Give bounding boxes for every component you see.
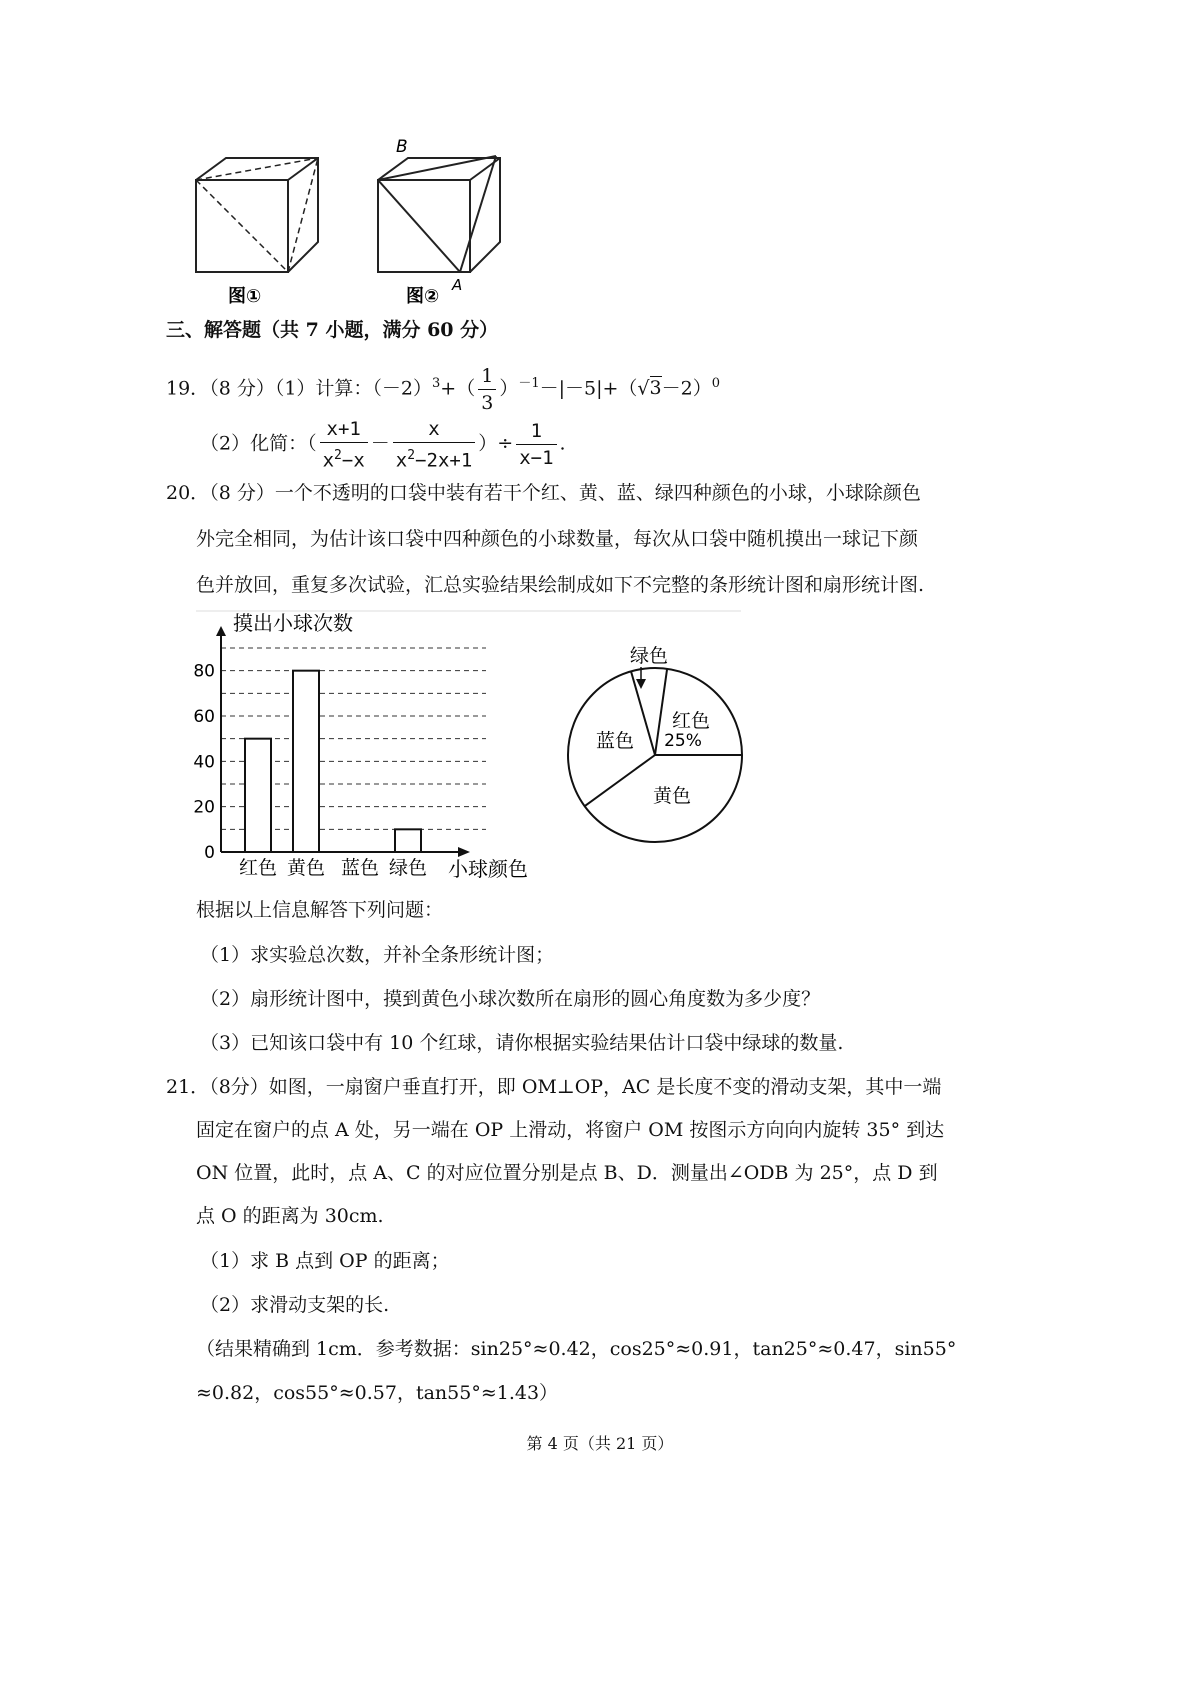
q19-term-d: －|－5|+（	[539, 377, 638, 400]
fig1-label: 图①	[228, 286, 262, 307]
bar	[395, 829, 421, 852]
q20-line1: 20．（8 分）一个不透明的口袋中装有若干个红、黄、蓝、绿四种颜色的小球，小球除颜色	[166, 482, 921, 504]
q19-score: （8 分）	[209, 377, 275, 400]
frac-num: x	[393, 416, 475, 443]
bar	[245, 739, 271, 852]
y-axis-label: 摸出小球次数	[233, 611, 353, 635]
q19-term-b: +（	[440, 377, 476, 400]
q20-sub3: （3）已知该口袋中有 10 个红球，请你根据实验结果估计口袋中绿球的数量.	[200, 1032, 844, 1054]
q19-part1	[166, 360, 720, 416]
frac-num: 1	[478, 363, 496, 390]
pie-chart	[555, 635, 755, 850]
frac-num: x+1	[320, 416, 368, 443]
sqrt-icon: √	[637, 377, 650, 400]
q19-divide: ）÷	[478, 432, 514, 455]
y-tick-label: 0	[204, 843, 215, 863]
frac-num: 1	[516, 418, 556, 445]
q21-line3: ON 位置，此时，点 A、C 的对应位置分别是点 B、D．测量出∠ODB 为 25°，点 D 到	[196, 1162, 938, 1184]
pie-label: 黄色	[652, 785, 692, 807]
q20-line2: 外完全相同，为估计该口袋中四种颜色的小球数量，每次从口袋中随机摸出一球记下颜	[196, 528, 919, 550]
q19-part1-label: （1）计算：	[274, 377, 373, 400]
q19-fraction-4	[516, 418, 556, 471]
q19-fraction-2	[320, 416, 368, 473]
q19-exp-e: 0	[711, 376, 720, 391]
y-tick-label: 80	[193, 661, 215, 682]
pie-label: 绿色	[629, 645, 669, 667]
q19-end: .	[559, 432, 566, 455]
q19-exp-a: 3	[432, 376, 441, 391]
q21-ref1: （结果精确到 1cm．参考数据：sin25°≈0.42，cos25°≈0.91，tan25°≈0.47，sin55°	[196, 1338, 957, 1360]
pie-percent-label: 25%	[664, 731, 702, 751]
frac-den: 3	[481, 391, 494, 414]
q19-part2	[200, 416, 566, 473]
q20-line3: 色并放回，重复多次试验，汇总实验结果绘制成如下不完整的条形统计图和扇形统计图.	[196, 574, 925, 596]
q20-sub1: （1）求实验总次数，并补全条形统计图；	[200, 944, 555, 966]
q21-sub2: （2）求滑动支架的长.	[200, 1294, 390, 1316]
frac-den: $x^2-2x+1$	[395, 448, 473, 472]
q19-term-e: －2）	[661, 377, 712, 400]
point-b-label: B	[396, 137, 408, 157]
y-tick-label: 60	[193, 707, 215, 727]
q21-line1: 21．（8分）如图，一扇窗户垂直打开，即 OM⊥OP，AC 是长度不变的滑动支架，其中一端	[166, 1076, 942, 1098]
frac-den: $x^2-x$	[322, 448, 365, 472]
q19-exp-c: －1	[518, 376, 540, 391]
q19-term-a: （－2）	[372, 377, 433, 400]
q21-sub1: （1）求 B 点到 OP 的距离；	[200, 1250, 450, 1272]
bar-labels	[193, 611, 528, 881]
x-axis-label: 小球颜色	[448, 857, 528, 881]
x-tick-label: 蓝色	[340, 857, 380, 879]
y-tick-label: 40	[193, 752, 215, 773]
point-a-label: A	[452, 276, 463, 294]
q19-fraction-3	[393, 416, 475, 473]
x-axis-arrow-icon	[458, 847, 470, 857]
q21-line2: 固定在窗户的点 A 处，另一端在 OP 上滑动，将窗户 OM 按图示方向向内旋转 35° 到达	[196, 1119, 945, 1141]
section-title: 三、解答题（共 7 小题，满分 60 分）	[166, 319, 499, 341]
fig2-label: 图②	[406, 286, 440, 307]
cube-figures	[180, 130, 540, 310]
bar	[293, 671, 319, 852]
q19-minus: －	[370, 432, 390, 455]
cube-figure-1	[196, 158, 318, 272]
q19-term-c: ）	[499, 377, 519, 400]
x-tick-label: 红色	[238, 857, 278, 879]
pie-label: 红色	[671, 710, 711, 732]
q19-part2-label: （2）化简：（	[200, 432, 317, 455]
q20-prompt: 根据以上信息解答下列问题：	[196, 899, 444, 921]
q19-fraction-one-third	[478, 363, 496, 416]
q21-line4: 点 O 的距离为 30cm.	[196, 1205, 384, 1227]
q21-ref2: ≈0.82，cos55°≈0.57，tan55°≈1.43）	[196, 1382, 559, 1404]
y-axis-arrow-icon	[216, 626, 226, 636]
q20-sub2: （2）扇形统计图中，摸到黄色小球次数所在扇形的圆心角度数为多少度？	[200, 988, 821, 1010]
pie-label: 蓝色	[595, 730, 635, 752]
pie-slices	[568, 667, 742, 842]
y-tick-label: 20	[193, 797, 215, 818]
q19-number: 19．	[166, 377, 210, 400]
page-footer: 第 4 页（共 21 页）	[526, 1434, 674, 1453]
frac-den: x−1	[519, 447, 554, 470]
x-tick-label: 绿色	[388, 857, 428, 879]
x-tick-label: 黄色	[286, 857, 326, 879]
cube-figure-2	[378, 156, 500, 272]
q19-sqrt-value: 3	[649, 377, 662, 400]
